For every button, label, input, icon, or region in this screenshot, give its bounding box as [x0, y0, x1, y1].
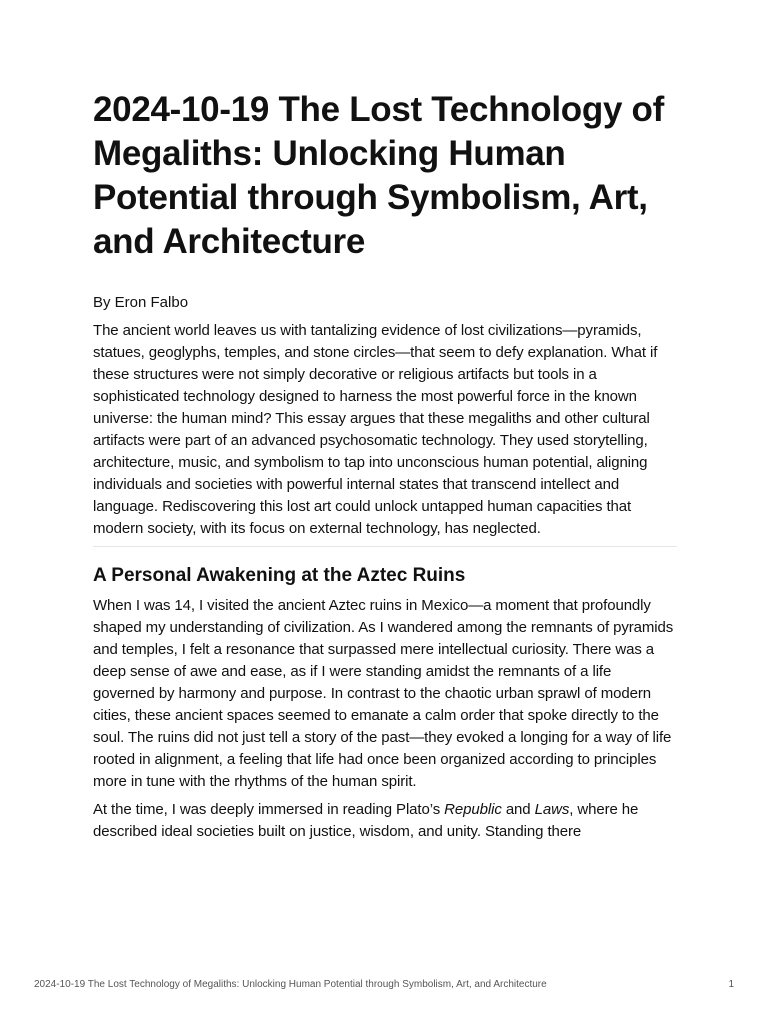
- section-divider: [93, 546, 677, 547]
- paragraph-text: and: [501, 801, 535, 818]
- footer-running-title: 2024-10-19 The Lost Technology of Megaliths: Unlocking Human Potential through Symbolism, Art, and Architecture: [34, 979, 547, 990]
- page-footer: [34, 978, 734, 992]
- section-heading: A Personal Awakening at the Aztec Ruins: [93, 565, 466, 586]
- page-number: 1: [728, 979, 734, 990]
- paragraph-text: At the time, I was deeply immersed in reading Plato’s: [93, 801, 445, 818]
- section-paragraph-1: When I was 14, I visited the ancient Aztec ruins in Mexico—a moment that profoundly shaped my understanding of civilization. As I wandered among the remnants of pyramids and temples, I felt a resonance that surpassed mere intellectual curiosity. There was a deep sense of awe and ease, as if I were standing amidst the remnants of a life governed by harmony and purpose. In contrast to the chaotic urban sprawl of modern cities, these ancient spaces seemed to emanate a calm order that spoke directly to the soul. The ruins did not just tell a story of the past—they evoked a longing for a way of life rooted in alignment, a feeling that life had once been organized according to principles more in tune with the rhythms of the human spirit.: [93, 597, 674, 790]
- document-page: [93, 88, 677, 849]
- section-paragraph-2: [93, 799, 677, 843]
- book-title-republic: Republic: [444, 801, 502, 818]
- book-title-laws: Laws: [534, 801, 570, 818]
- author-byline: By Eron Falbo: [93, 294, 189, 311]
- document-title: 2024-10-19 The Lost Technology of Megaliths: Unlocking Human Potential through Symbolism, Art, and Architecture: [93, 90, 664, 261]
- intro-paragraph: The ancient world leaves us with tantalizing evidence of lost civilizations—pyramids, statues, geoglyphs, temples, and stone circles—that seem to defy explanation. What if these structures were not simply decorative or religious artifacts but tools in a sophisticated technology designed to harness the most powerful force in the known universe: the human mind? This essay argues that these megaliths and other cultural artifacts were part of an advanced psychosomatic technology. They used storytelling, architecture, music, and symbolism to tap into unconscious human potential, aligning individuals and societies with powerful internal states that transcend intellect and language. Rediscovering this lost art could unlock untapped human capacities that modern society, with its focus on external technology, has neglected.: [93, 322, 658, 537]
- paragraph-text: , where he described ideal societies built on justice, wisdom, and unity. Standing there: [93, 801, 639, 840]
